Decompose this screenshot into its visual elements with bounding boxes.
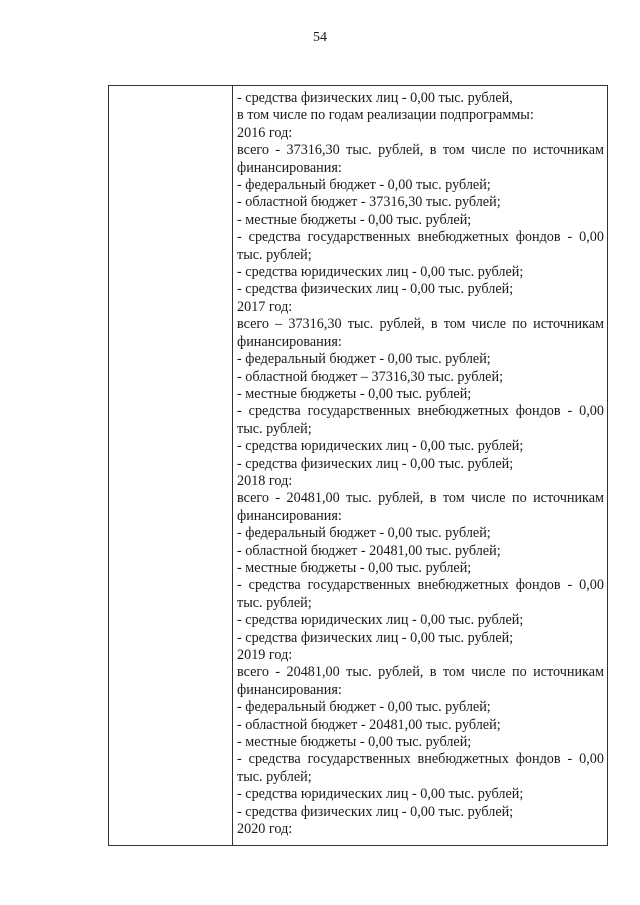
text-line: - местные бюджеты - 0,00 тыс. рублей; — [237, 211, 472, 228]
text-line: финансирования: — [237, 159, 342, 176]
text-line: 2019 год: — [237, 647, 293, 663]
text-line: - средства государственных внебюджетных фондов - 0,00 — [237, 403, 604, 420]
text-line: финансирования: — [237, 681, 342, 698]
text-line: тыс. рублей; — [237, 594, 312, 611]
text-line: - федеральный бюджет - 0,00 тыс. рублей; — [237, 351, 491, 368]
text-line: всего - 20481,00 тыс. рублей, в том числе по источникам — [237, 664, 604, 681]
text-line: - средства государственных внебюджетных фондов - 0,00 — [237, 751, 604, 768]
page-number: 54 — [313, 30, 327, 45]
text-line: всего – 37316,30 тыс. рублей, в том числе по источникам — [237, 316, 604, 333]
text-line: - средства юридических лиц - 0,00 тыс. рублей; — [237, 264, 524, 281]
text-line: 2018 год: — [237, 472, 293, 489]
table-content-cell — [233, 86, 607, 845]
text-line: - федеральный бюджет - 0,00 тыс. рублей; — [237, 699, 491, 716]
text-line: тыс. рублей; — [237, 420, 312, 437]
text-line: 2017 год: — [237, 298, 293, 315]
text-line: всего - 20481,00 тыс. рублей, в том числе по источникам — [237, 490, 604, 507]
text-line: - средства физических лиц - 0,00 тыс. рублей; — [237, 803, 514, 820]
text-line: - областной бюджет - 20481,00 тыс. рублей; — [237, 716, 501, 733]
table-label-cell — [109, 86, 233, 845]
text-line: - средства физических лиц - 0,00 тыс. рублей, — [237, 90, 513, 106]
text-line: - средства юридических лиц - 0,00 тыс. рублей; — [237, 438, 524, 455]
text-line: всего - 37316,30 тыс. рублей, в том числе по источникам — [237, 142, 604, 159]
text-line: - средства юридических лиц - 0,00 тыс. рублей; — [237, 612, 524, 629]
text-line: - средства физических лиц - 0,00 тыс. рублей; — [237, 455, 514, 472]
text-line: - местные бюджеты - 0,00 тыс. рублей; — [237, 559, 472, 576]
text-line: 2020 год: — [237, 821, 293, 838]
text-line: финансирования: — [237, 507, 342, 524]
text-line: тыс. рублей; — [237, 246, 312, 263]
text-line: - федеральный бюджет - 0,00 тыс. рублей; — [237, 525, 491, 542]
text-line: в том числе по годам реализации подпрограммы: — [237, 107, 534, 124]
text-line: - местные бюджеты - 0,00 тыс. рублей; — [237, 734, 472, 751]
text-line: - федеральный бюджет - 0,00 тыс. рублей; — [237, 177, 491, 194]
text-line: - областной бюджет - 20481,00 тыс. рублей; — [237, 542, 501, 559]
text-line: 2016 год: — [237, 124, 293, 141]
text-line: - средства государственных внебюджетных фондов - 0,00 — [237, 577, 604, 594]
text-line: финансирования: — [237, 333, 342, 350]
text-line: - средства государственных внебюджетных фондов - 0,00 — [237, 229, 604, 246]
text-line: - областной бюджет - 37316,30 тыс. рублей; — [237, 194, 501, 211]
text-line: - средства физических лиц - 0,00 тыс. рублей; — [237, 629, 514, 646]
text-line: - средства юридических лиц - 0,00 тыс. рублей; — [237, 786, 524, 803]
text-line: - средства физических лиц - 0,00 тыс. рублей; — [237, 281, 514, 298]
text-line: - областной бюджет – 37316,30 тыс. рублей; — [237, 368, 504, 385]
text-line: - местные бюджеты - 0,00 тыс. рублей; — [237, 385, 472, 402]
funding-table — [108, 85, 608, 846]
text-line: тыс. рублей; — [237, 768, 312, 785]
